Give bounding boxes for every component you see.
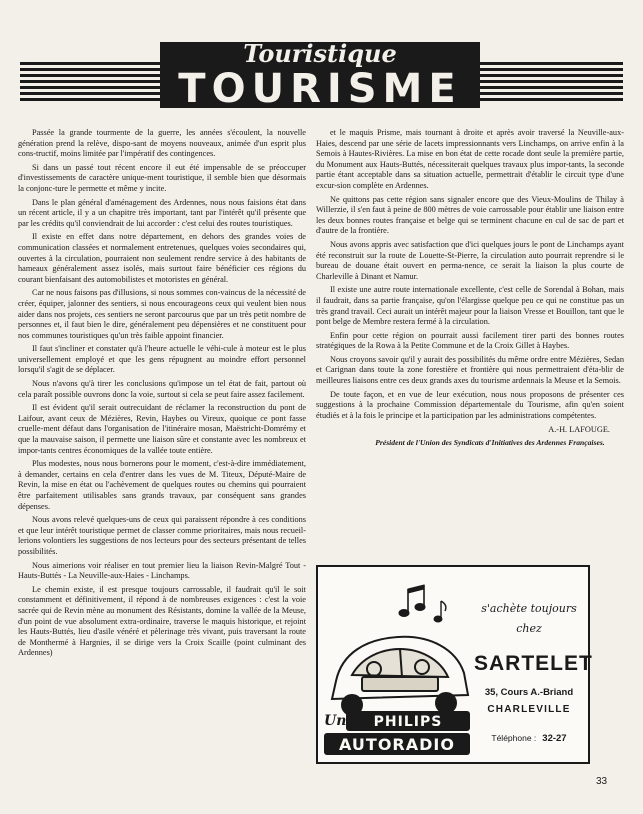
stripes-left bbox=[20, 62, 180, 101]
stripes-right bbox=[460, 62, 623, 101]
paragraph: Plus modestes, nous nous bornerons pour le moment, c'est-à-dire immédiatement, à demander, certains en cela d'entrer dans les vues de M. Titeux, Député-Maire de Revin, la mise en état ou l'achèvement de quelques routes ou chemins qui pourraient être parfaitement utilisables sans grands travaux, par conséquent sans grandes dépenses. bbox=[18, 459, 306, 511]
ad-phone-label: Téléphone : bbox=[491, 733, 537, 743]
page-number: 33 bbox=[596, 776, 608, 787]
brand-autoradio-text: AUTORADIO bbox=[339, 735, 455, 754]
paragraph: Nous n'avons qu'à tirer les conclusions qu'impose un tel état de fait, partout où cela paraît possible ouvrons donc la voie, surtout si cela se peut faire assez facilement. bbox=[18, 379, 306, 399]
ad-address: 35, Cours A.-Briand bbox=[484, 687, 574, 698]
article-right-column bbox=[316, 128, 624, 448]
brand-un-text: Un bbox=[324, 713, 347, 729]
ad-slogan: s'achète toujours chez bbox=[481, 602, 577, 635]
ad-shop-name: SARTELET bbox=[474, 652, 593, 675]
header-banner bbox=[20, 38, 623, 110]
paragraph: Il existe une autre route internationale excellente, c'est celle de Sorendal à Bohan, mais il faudrait, dans sa partie française, qu'on l'élargisse quelque peu ce qui ne constitue pas un très grand travail. Ceci aurait un intérêt majeur pour la liaison Vresse et Bouillon, tant que le pont belge de Membre restera fermé à la circulation. bbox=[316, 285, 624, 327]
paragraph: Nous croyons savoir qu'il y aurait des possibilités du même ordre entre Mézières, Sedan et Carignan dans toute la zone forestière et frontière qui nous permettraient d'éta-blir de meilleures liaisons entre ces deux grands axes du tourisme ardennais la Meuse et la Semois. bbox=[316, 354, 624, 386]
paragraph: et le maquis Prisme, mais tournant à droite et après avoir traversé la Neuville-aux-Haies, descend par une série de lacets impressionnants vers Linchamps, on arrive enfin à la Semois à Hautes-Rivières. La mise en bon état de cette rocade dont seule la première partie, du Monument aux Hauts-Buttés, nécessiterait quelques travaux plus impor-tants, la seconde partie étant acceptable dans sa situation actuelle, permettrait d'établir le circuit type d'une excur-sion complète en Ardennes. bbox=[316, 128, 624, 190]
music-notes-icon bbox=[399, 585, 446, 622]
paragraph: Passée la grande tourmente de la guerre, les années s'écoulent, la nouvelle génération prend la relève, dispo-sant de moyens nouveaux, animée d'un esprit plus cons-tructif, moins limitée par l'impératif des contingences. bbox=[18, 128, 306, 159]
advertisement-box bbox=[316, 565, 593, 764]
article-left-column bbox=[18, 128, 306, 662]
author-role: Président de l'Union des Syndicats d'Initiatives des Ardennes Françaises. bbox=[375, 438, 605, 448]
paragraph: Car ne nous faisons pas d'illusions, si nous sommes con-vaincus de la nécessité de créer, équiper, jalonner des sentiers, si nous encourageons ceux qui veulent bien nous aider dans nos projets, ces sentiers ne seront parcourus que par un très petit nombre de personnes et, il faut bien le dire, généralement peu dépensières et ne constituent pour nos communes touristiques qu'un très faible appoint financier. bbox=[18, 288, 306, 340]
ad-phone bbox=[474, 733, 584, 744]
paragraph: Il est évident qu'il serait outrecuidant de réclamer la reconstruction du pont de Laifour, avant ceux de Mézières, Revin, Haybes ou Vireux, quoique ce pont fasse cruelle-ment défaut dans l'organisation de l'itinéraire mosan, Maëstricht-Domrémy et que la mauvaise saison, il permette une liaison sûre et constante avec les nombreux et impor-tants centres économiques de la vallée toute entière. bbox=[18, 403, 306, 455]
paragraph: Si dans un passé tout récent encore il eut été impensable de se préoccuper d'investissements de caractère unique-ment touristique, il semble bien que désormais la conjonc-ture le permette et même y incite. bbox=[18, 162, 306, 193]
paragraph: Nous avons relevé quelques-uns de ceux qui paraissent répondre à ces conditions et que leur intérêt touristique permet de classer comme prioritaires, mais nous recueil-lerions volontiers les suggestions de nos lecteurs pour des secteurs présentant de telles possibilités. bbox=[18, 515, 306, 556]
paragraph: Ne quittons pas cette région sans signaler encore que des Vieux-Moulins de Thilay à Willerzie, il s'en faut à peine de 800 mètres de voie carrossable pour établir une liaison entre les deux bonnes routes française et belge qui se terminent chacune en cul de sac de part et d'autre de la frontière. bbox=[316, 194, 624, 236]
paragraph: Enfin pour cette région on pourrait aussi facilement tirer parti des bonnes routes stratégiques de la Rowa à la Petite Commune et de la Croix Gillet à Haybes. bbox=[316, 330, 624, 351]
ad-phone-number: 32-27 bbox=[542, 733, 567, 744]
paragraph: Le chemin existe, il est presque toujours carrossable, il faudrait qu'il le soit constamment et définitivement, il répond à de nombreuses exigences : c'est la voie sacrée qui de Revin mène au monument des Résistants, domine la vallée de la Meuse, d'un point de vue absolument extra-ordinaire, traverse le maquis historique, et rejoint les Hauts-Buttés, lieu d'asile vénéré et pèlerinage très vivant, puis traversant la route de Monthermé à Hargnies, il se dirige vers la Croix Scaille (point culminant des Ardennes) bbox=[18, 584, 306, 658]
header-script-text: Touristique bbox=[243, 39, 397, 68]
paragraph: Il faut s'incliner et constater qu'à l'heure actuelle le véhi-cule à moteur est le plus universellement employé et que les gens répugnent au moindre effort personnel lorsqu'il s'agit de se déplacer. bbox=[18, 344, 306, 375]
paragraph: De toute façon, et en vue de leur exécution, nous nous proposons de présenter ces suggestions à la prochaine Commission départementale du Tourisme, afin qu'en soient étudiés et à la fois le principe et la participation par les administrations compétentes. bbox=[316, 389, 624, 420]
paragraph: Nous aimerions voir réaliser en tout premier lieu la liaison Revin-Malgré Tout - Hauts-Buttés - La Neuville-aux-Haies - Linchamps. bbox=[18, 560, 306, 581]
car-icon bbox=[332, 637, 468, 715]
car-radio-illustration bbox=[322, 573, 474, 759]
header-title: TOURISME bbox=[178, 66, 462, 110]
brand-philips-text: PHILIPS bbox=[373, 714, 443, 730]
ad-city: CHARLEVILLE bbox=[487, 704, 571, 715]
author-name: A.-H. LAFOUGE. bbox=[548, 425, 610, 435]
paragraph: Il existe en effet dans notre département, en dehors des grandes voies de communication classées et normalement entretenues, quelques voies secondaires qui, ouvertes à la circulation, pourraient non seulement rendre service à des habitants de hameaux généralement assez isolés, mais surtout faire bénéficier ces régions du courant bienfaisant des automobilistes et motoristes en général. bbox=[18, 232, 306, 284]
paragraph: Dans le plan général d'aménagement des Ardennes, nous nous faisions état dans un récent article, il y a un chapitre très important, tant par l'intérêt qu'il présente que par les crédits qu'il conviendrait de lui accorder : c'est celui des routes touristiques. bbox=[18, 197, 306, 228]
advertisement-text bbox=[474, 567, 593, 762]
paragraph: Nous avons appris avec satisfaction que d'ici quelques jours le pont de Linchamps ayant été reconstruit sur la route de Louette-St-Pierre, la circulation auto pourrait reprendre si le bureau de douane était ouvert en perma-nence, ce serait la liaison la plus courte de Charleville à Dinant et Namur. bbox=[316, 239, 624, 281]
